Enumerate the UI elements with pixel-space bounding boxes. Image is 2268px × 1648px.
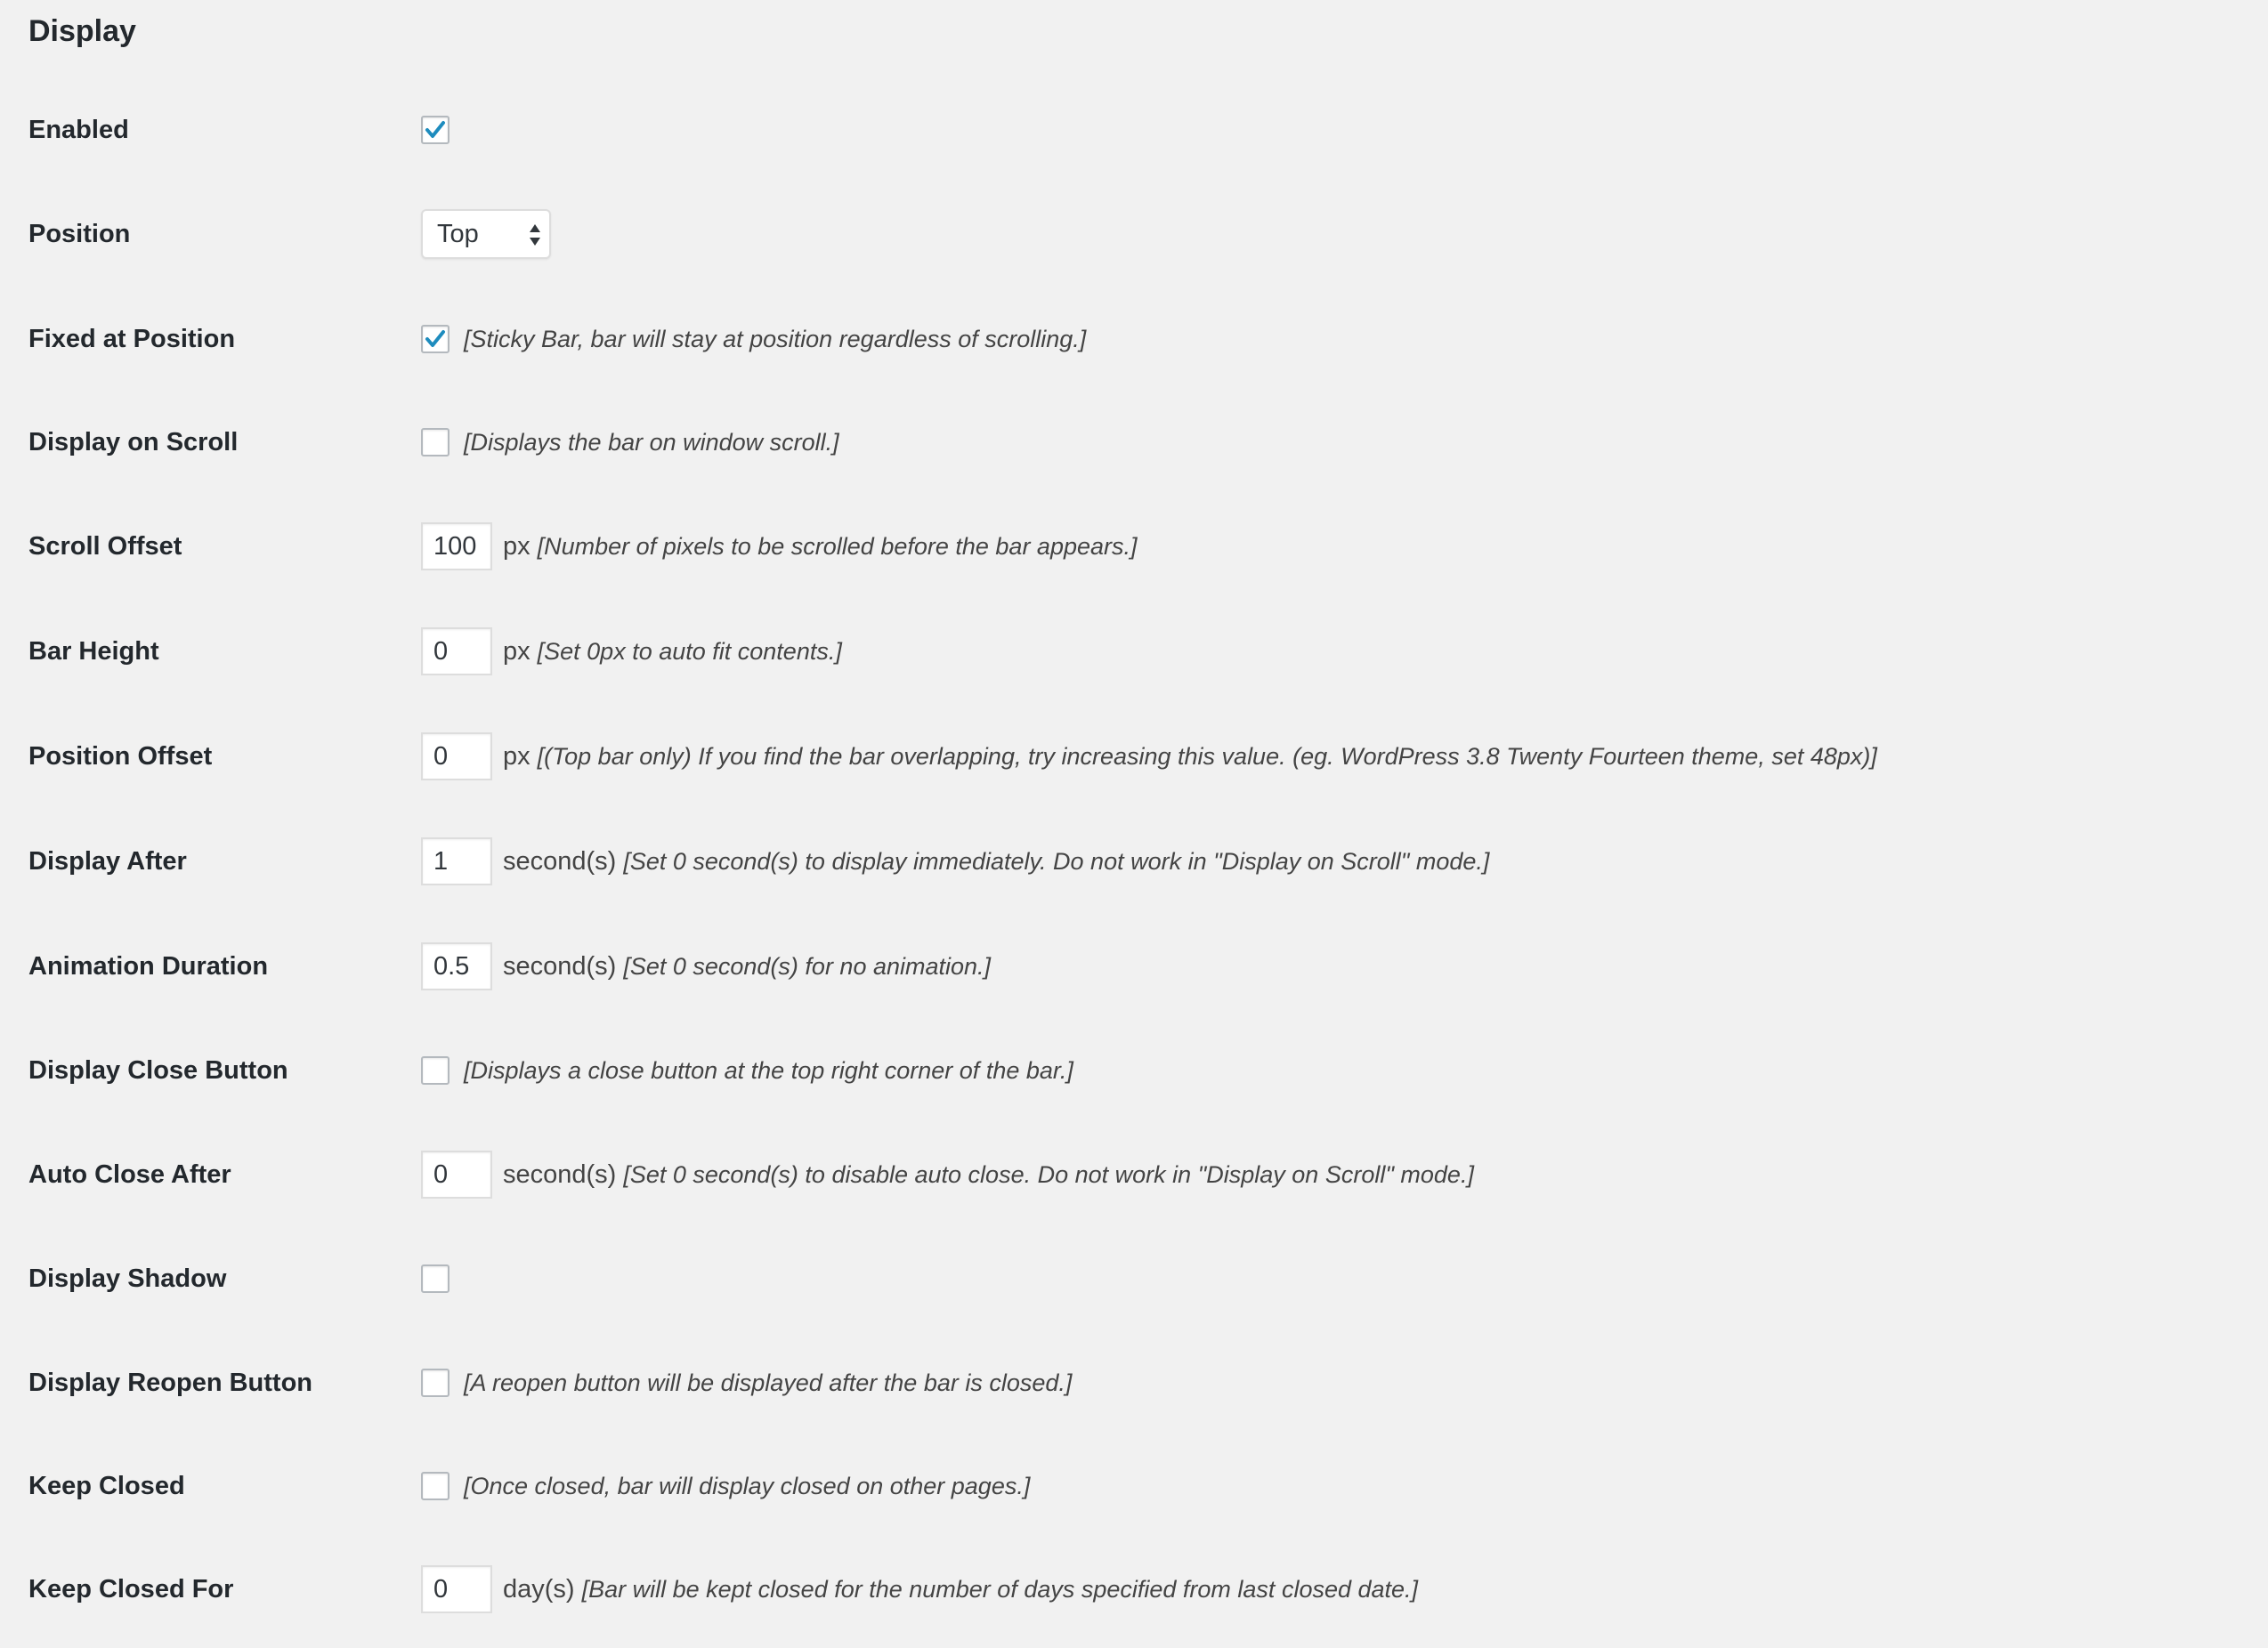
row-enabled xyxy=(0,103,2268,157)
keep-closed-for-unit: day(s) xyxy=(503,1574,575,1604)
animation-duration-unit: second(s) xyxy=(503,951,617,981)
position-field xyxy=(421,207,551,261)
display-shadow-field xyxy=(421,1252,450,1305)
checkmark-icon xyxy=(424,118,447,141)
scroll-offset-input[interactable] xyxy=(421,522,492,570)
row-display-after xyxy=(0,835,2268,888)
row-bar-height xyxy=(0,625,2268,678)
position-label: Position xyxy=(28,220,131,248)
select-arrows-icon xyxy=(528,222,542,252)
auto-close-after-input[interactable] xyxy=(421,1151,492,1199)
fixed-at-position-label: Fixed at Position xyxy=(28,325,236,353)
position-offset-description: [(Top bar only) If you find the bar overlapping, try increasing this value. (eg. WordPress 3.8 Twenty Fourteen theme, set 48px)] xyxy=(537,742,1877,770)
animation-duration-label: Animation Duration xyxy=(28,952,269,981)
auto-close-after-field xyxy=(421,1148,1474,1201)
scroll-offset-label: Scroll Offset xyxy=(28,532,182,561)
animation-duration-description: [Set 0 second(s) for no animation.] xyxy=(623,952,992,980)
keep-closed-for-input[interactable] xyxy=(421,1565,492,1613)
row-fixed-at-position xyxy=(0,312,2268,366)
auto-close-after-unit: second(s) xyxy=(503,1159,617,1189)
fixed-at-position-checkbox[interactable] xyxy=(421,325,450,353)
display-shadow-checkbox[interactable] xyxy=(421,1264,450,1293)
keep-closed-for-field xyxy=(421,1563,1418,1616)
keep-closed-field xyxy=(421,1459,1030,1513)
row-display-reopen-button xyxy=(0,1356,2268,1410)
auto-close-after-label: Auto Close After xyxy=(28,1160,231,1189)
display-after-input[interactable] xyxy=(421,837,492,885)
display-close-button-description: [Displays a close button at the top right corner of the bar.] xyxy=(464,1056,1073,1084)
bar-height-label: Bar Height xyxy=(28,637,159,666)
display-close-button-label: Display Close Button xyxy=(28,1056,288,1085)
display-reopen-button-label: Display Reopen Button xyxy=(28,1369,313,1397)
row-position xyxy=(0,207,2268,261)
position-select-value: Top xyxy=(437,219,479,248)
display-shadow-label: Display Shadow xyxy=(28,1264,227,1293)
display-close-button-checkbox[interactable] xyxy=(421,1056,450,1085)
keep-closed-for-description: [Bar will be kept closed for the number of days specified from last closed date.] xyxy=(581,1575,1419,1603)
display-on-scroll-field xyxy=(421,416,839,469)
display-close-button-field xyxy=(421,1044,1073,1097)
animation-duration-field xyxy=(421,940,991,993)
fixed-at-position-description: [Sticky Bar, bar will stay at position regardless of scrolling.] xyxy=(464,325,1087,352)
enabled-field xyxy=(421,103,450,157)
display-after-unit: second(s) xyxy=(503,846,617,876)
display-after-field xyxy=(421,835,1489,888)
row-position-offset xyxy=(0,730,2268,783)
keep-closed-checkbox[interactable] xyxy=(421,1472,450,1500)
row-scroll-offset xyxy=(0,520,2268,573)
row-display-on-scroll xyxy=(0,416,2268,469)
bar-height-unit: px xyxy=(503,636,531,666)
animation-duration-input[interactable] xyxy=(421,942,492,990)
position-offset-label: Position Offset xyxy=(28,742,213,771)
bar-height-field xyxy=(421,625,842,678)
checkmark-icon xyxy=(424,327,447,351)
keep-closed-for-label: Keep Closed For xyxy=(28,1575,234,1604)
row-animation-duration xyxy=(0,940,2268,993)
keep-closed-label: Keep Closed xyxy=(28,1472,185,1500)
scroll-offset-description: [Number of pixels to be scrolled before the bar appears.] xyxy=(537,532,1138,560)
scroll-offset-unit: px xyxy=(503,531,531,561)
row-display-shadow xyxy=(0,1252,2268,1305)
row-keep-closed-for xyxy=(0,1563,2268,1616)
position-offset-field xyxy=(421,730,1877,783)
row-auto-close-after xyxy=(0,1148,2268,1201)
keep-closed-description: [Once closed, bar will display closed on other pages.] xyxy=(464,1472,1031,1499)
enabled-checkbox[interactable] xyxy=(421,116,450,144)
position-offset-input[interactable] xyxy=(421,732,492,780)
display-reopen-button-checkbox[interactable] xyxy=(421,1369,450,1397)
display-on-scroll-label: Display on Scroll xyxy=(28,428,239,456)
row-keep-closed xyxy=(0,1459,2268,1513)
position-offset-unit: px xyxy=(503,741,531,771)
display-on-scroll-description: [Displays the bar on window scroll.] xyxy=(464,428,839,456)
display-after-label: Display After xyxy=(28,847,187,876)
display-reopen-button-description: [A reopen button will be displayed after the bar is closed.] xyxy=(464,1369,1073,1396)
section-title: Display xyxy=(28,14,136,48)
enabled-label: Enabled xyxy=(28,116,129,144)
auto-close-after-description: [Set 0 second(s) to disable auto close. Do not work in "Display on Scroll" mode.] xyxy=(623,1160,1474,1188)
bar-height-description: [Set 0px to auto fit contents.] xyxy=(537,637,842,665)
position-select[interactable] xyxy=(421,209,551,259)
bar-height-input[interactable] xyxy=(421,627,492,675)
display-reopen-button-field xyxy=(421,1356,1072,1410)
fixed-at-position-field xyxy=(421,312,1086,366)
row-display-close-button xyxy=(0,1044,2268,1097)
scroll-offset-field xyxy=(421,520,1138,573)
display-on-scroll-checkbox[interactable] xyxy=(421,428,450,456)
display-after-description: [Set 0 second(s) to display immediately. Do not work in "Display on Scroll" mode.] xyxy=(623,847,1490,875)
